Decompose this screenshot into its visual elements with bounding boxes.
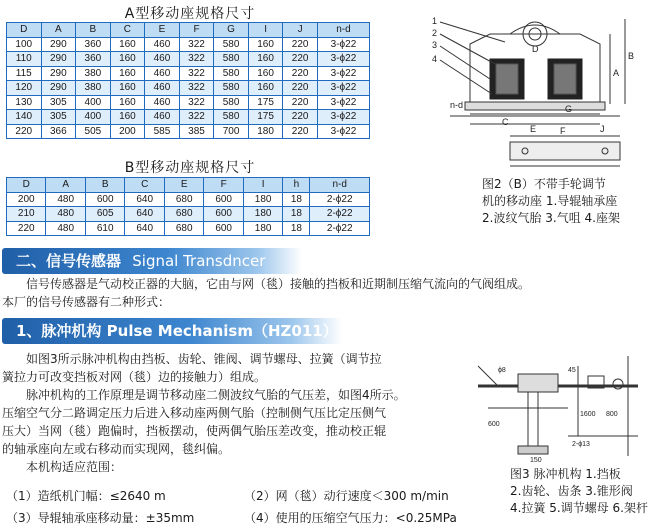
paragraph: 本机构适应范围：	[26, 460, 123, 474]
table-header-cell: B	[85, 178, 124, 193]
table-cell: 580	[214, 52, 249, 67]
table-header-cell: C	[125, 178, 164, 193]
table-header-cell: F	[204, 178, 243, 193]
fig3-dim-600: 600	[488, 421, 500, 428]
table-cell: 305	[41, 95, 76, 110]
table-cell: 605	[85, 207, 124, 222]
table-header-cell: h	[283, 178, 310, 193]
table-cell: 380	[76, 81, 111, 96]
table-cell: 2-ϕ22	[310, 207, 370, 222]
figure3-pulse-mechanism-drawing	[468, 346, 648, 466]
table-cell: 580	[214, 66, 249, 81]
table-a	[6, 22, 370, 139]
table-cell: 100	[7, 37, 42, 52]
table-b-title: B型移动座规格尺寸	[124, 160, 256, 176]
table-cell: 200	[110, 124, 145, 139]
table-cell: 700	[214, 124, 249, 139]
table-header-row	[7, 23, 370, 38]
table-cell: 322	[179, 110, 214, 125]
table-cell: 175	[248, 110, 283, 125]
table-cell: 2-ϕ22	[310, 192, 370, 207]
table-cell: 600	[85, 192, 124, 207]
fig3-dim-150: 150	[530, 457, 542, 464]
figure2-caption	[482, 176, 648, 227]
table-b	[6, 177, 370, 236]
scope-item-3: （3）导辊轴承座移动量：±35mm	[6, 511, 195, 525]
banner-title: 1、脉冲机构 Pulse Mechanism（HZ011）	[16, 322, 338, 340]
table-cell: 290	[41, 81, 76, 96]
table-cell: 366	[41, 124, 76, 139]
table-cell: 400	[76, 95, 111, 110]
table-row	[7, 192, 370, 207]
table-cell: 160	[110, 81, 145, 96]
fig2-callout-3: 3	[432, 40, 438, 50]
section-banner-signal-transducer	[2, 248, 302, 274]
table-cell: 580	[214, 37, 249, 52]
table-cell: 180	[243, 221, 282, 236]
table-cell: 680	[164, 221, 203, 236]
table-header-cell: n-d	[310, 178, 370, 193]
table-cell: 322	[179, 52, 214, 67]
fig2-dim-j: J	[600, 124, 605, 134]
table-cell: 290	[41, 66, 76, 81]
table-row	[7, 95, 370, 110]
table-cell: 210	[7, 207, 46, 222]
figure3-caption-line: 2.齿轮、齿条 3.锥形阀	[510, 484, 633, 498]
paragraph: 脉冲机构的工作原理是调节移动座二侧波纹气胎的气压差，如图4所示。	[26, 388, 406, 402]
table-row	[7, 207, 370, 222]
figure3-caption-line: 图3 脉冲机构 1.挡板	[510, 467, 621, 481]
fig2-callout-1: 1	[432, 16, 438, 26]
table-cell: 580	[214, 110, 249, 125]
table-row	[7, 52, 370, 67]
table-cell: 3-ϕ22	[317, 124, 369, 139]
fig2-dim-d: D	[532, 44, 539, 54]
table-cell: 120	[7, 81, 42, 96]
table-cell: 322	[179, 66, 214, 81]
table-cell: 680	[164, 207, 203, 222]
paragraph: 本厂的信号传感器有二种形式：	[2, 295, 171, 309]
table-cell: 322	[179, 37, 214, 52]
table-header-cell: E	[164, 178, 203, 193]
table-cell: 175	[248, 95, 283, 110]
table-header-cell: G	[214, 23, 249, 38]
table-cell: 580	[214, 81, 249, 96]
table-cell: 600	[204, 207, 243, 222]
table-cell: 505	[76, 124, 111, 139]
table-cell: 110	[7, 52, 42, 67]
table-cell: 130	[7, 95, 42, 110]
table-row	[7, 110, 370, 125]
section-banner-pulse-mechanism	[2, 318, 342, 344]
figure2-moving-seat-drawing	[410, 4, 646, 176]
table-cell: 480	[46, 192, 85, 207]
table-row	[7, 37, 370, 52]
banner-cn: 二、信号传感器	[16, 252, 122, 270]
paragraph: 簧拉力可改变挡板对网（毯）边的接触力）组成。	[2, 370, 267, 384]
table-cell: 18	[283, 192, 310, 207]
table-cell: 680	[164, 192, 203, 207]
table-header-cell: I	[248, 23, 283, 38]
table-cell: 640	[125, 207, 164, 222]
table-cell: 305	[41, 110, 76, 125]
paragraph: 压大）当网（毯）跑偏时，挡板摆动，使两偶气胎压差改变，推动校正辊	[2, 424, 387, 438]
table-cell: 3-ϕ22	[317, 37, 369, 52]
table-cell: 460	[145, 110, 180, 125]
table-cell: 220	[283, 37, 318, 52]
table-cell: 385	[179, 124, 214, 139]
table-cell: 160	[110, 95, 145, 110]
table-cell: 460	[145, 66, 180, 81]
table-cell: 460	[145, 37, 180, 52]
paragraph: 信号传感器是气动校正器的大脑，它由与网（毯）接触的挡板和近期制压缩气流向的气阀组成。	[26, 277, 531, 291]
fig2-dim-a: A	[613, 68, 620, 78]
table-header-cell: D	[7, 178, 46, 193]
fig2-callout-4: 4	[432, 54, 438, 64]
table-cell: 160	[248, 66, 283, 81]
table-cell: 400	[76, 110, 111, 125]
table-header-row	[7, 178, 370, 193]
table-cell: 180	[248, 124, 283, 139]
table-cell: 585	[145, 124, 180, 139]
figure3-caption-line: 4.拉簧 5.调节螺母 6.架杆	[510, 501, 648, 515]
table-header-cell: n-d	[317, 23, 369, 38]
paragraph: 压缩空气分二路调定压力后进入移动座两侧气胎（控制侧气压比定压侧气	[2, 406, 387, 420]
table-cell: 322	[179, 95, 214, 110]
table-cell: 3-ϕ22	[317, 81, 369, 96]
table-header-cell: F	[179, 23, 214, 38]
figure2-caption-line: 机的移动座 1.导辊轴承座	[482, 194, 618, 208]
table-header-cell: E	[145, 23, 180, 38]
table-cell: 160	[110, 110, 145, 125]
table-cell: 115	[7, 66, 42, 81]
table-a-title: A型移动座规格尺寸	[124, 6, 256, 22]
table-cell: 640	[125, 221, 164, 236]
fig2-dim-nd: n-d	[450, 100, 464, 110]
table-cell: 200	[7, 192, 46, 207]
table-cell: 3-ϕ22	[317, 95, 369, 110]
table-cell: 290	[41, 37, 76, 52]
figure2-caption-line: 图2（B）不带手轮调节	[482, 177, 606, 191]
table-header-cell: I	[243, 178, 282, 193]
table-cell: 160	[248, 52, 283, 67]
table-cell: 3-ϕ22	[317, 52, 369, 67]
fig2-dim-f: F	[560, 126, 566, 136]
table-row	[7, 66, 370, 81]
paragraph: 如图3所示脉冲机构由挡板、齿轮、锥阀、调节螺母、拉簧（调节拉	[26, 352, 382, 366]
table-cell: 160	[110, 66, 145, 81]
fig3-dim-2-phi13: 2-ϕ13	[572, 441, 590, 448]
table-cell: 220	[283, 110, 318, 125]
table-cell: 18	[283, 207, 310, 222]
fig2-dim-e: E	[530, 124, 537, 134]
table-cell: 220	[7, 221, 46, 236]
table-cell: 180	[243, 192, 282, 207]
table-cell: 18	[283, 221, 310, 236]
figure3-caption	[510, 466, 650, 517]
table-row	[7, 81, 370, 96]
paragraph: 的轴承座向左或右移动而实现网，毯纠偏。	[2, 442, 231, 456]
table-cell: 460	[145, 52, 180, 67]
fig2-callout-2: 2	[432, 28, 438, 38]
table-cell: 610	[85, 221, 124, 236]
table-cell: 220	[7, 124, 42, 139]
scope-item-1: （1）造纸机门幅：≤2640 m	[6, 489, 166, 503]
table-cell: 160	[248, 37, 283, 52]
fig2-dim-c: C	[502, 117, 509, 127]
table-header-cell: D	[7, 23, 42, 38]
table-cell: 180	[243, 207, 282, 222]
fig3-dim-45: 45	[568, 367, 576, 374]
section2-body	[2, 275, 642, 311]
table-cell: 140	[7, 110, 42, 125]
table-header-cell: A	[41, 23, 76, 38]
fig2-dim-b: B	[628, 51, 635, 61]
table-cell: 322	[179, 81, 214, 96]
table-cell: 360	[76, 52, 111, 67]
table-cell: 3-ϕ22	[317, 66, 369, 81]
table-cell: 160	[110, 37, 145, 52]
table-cell: 160	[110, 52, 145, 67]
table-cell: 3-ϕ22	[317, 110, 369, 125]
table-header-cell: B	[76, 23, 111, 38]
table-header-cell: J	[283, 23, 318, 38]
fig3-dim-1600: 1600	[580, 411, 596, 418]
table-cell: 460	[145, 95, 180, 110]
table-header-cell: A	[46, 178, 85, 193]
table-cell: 290	[41, 52, 76, 67]
table-cell: 380	[76, 66, 111, 81]
table-cell: 160	[248, 81, 283, 96]
table-cell: 480	[46, 207, 85, 222]
table-cell: 360	[76, 37, 111, 52]
scope-item-2: （2）网（毯）动行速度＜300 m/min	[244, 489, 449, 503]
table-cell: 580	[214, 95, 249, 110]
table-cell: 600	[204, 221, 243, 236]
figure2-caption-line: 2.波纹气胎 3.气咀 4.座架	[482, 211, 620, 225]
table-cell: 220	[283, 52, 318, 67]
table-cell: 460	[145, 81, 180, 96]
table-cell: 480	[46, 221, 85, 236]
table-row	[7, 124, 370, 139]
table-cell: 2-ϕ22	[310, 221, 370, 236]
table-cell: 220	[283, 95, 318, 110]
table-row	[7, 221, 370, 236]
fig2-dim-g: G	[565, 104, 573, 114]
banner-en: Signal Transdncer	[132, 252, 266, 270]
table-cell: 220	[283, 66, 318, 81]
fig3-dim-phi8: ϕ8	[498, 367, 506, 374]
scope-item-4: （4）使用的压缩空气压力：<0.25MPa	[244, 511, 457, 525]
section3-body	[2, 350, 462, 476]
table-cell: 640	[125, 192, 164, 207]
table-cell: 220	[283, 81, 318, 96]
table-cell: 220	[283, 124, 318, 139]
fig3-dim-800: 800	[606, 411, 618, 418]
table-header-cell: C	[110, 23, 145, 38]
table-cell: 600	[204, 192, 243, 207]
